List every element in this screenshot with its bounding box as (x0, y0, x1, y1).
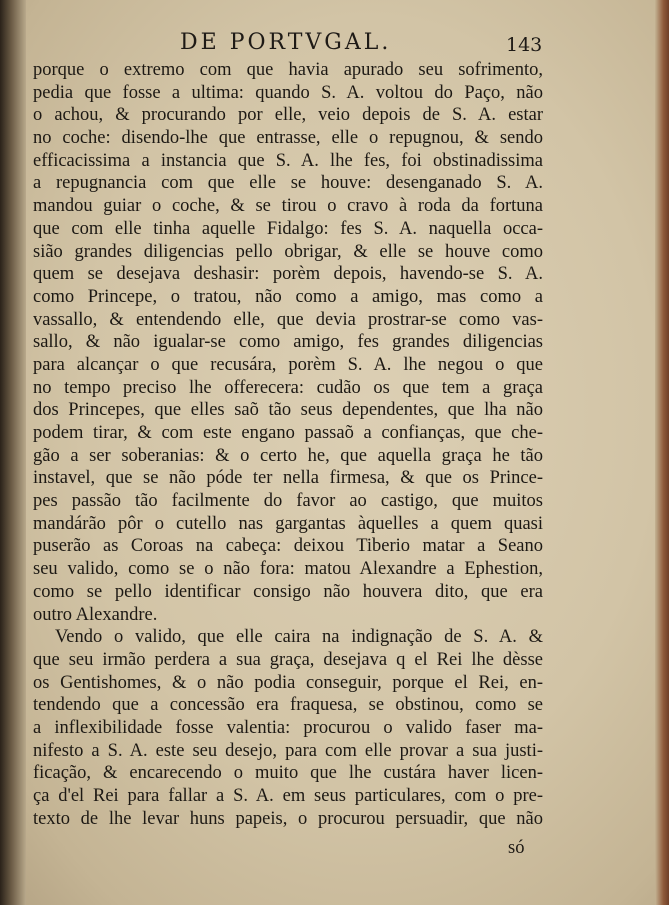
text-line: tendendo que a concessão era fraquesa, se obstinou, como se (33, 695, 543, 716)
text-line: nifesto a S. A. este seu desejo, para com elle provar a sua justi- (33, 740, 543, 761)
text-line: sallo, & não igualar-se como amigo, fes grandes diligencias (33, 332, 543, 353)
text-line: texto de lhe levar huns papeis, o procurou persuadir, que não (33, 808, 543, 829)
paragraph-start-line: Vendo o valido, que elle caira na indignação de S. A. & (55, 627, 543, 648)
text-line: seu valido, como se o não fora: matou Alexandre a Ephestion, (33, 559, 543, 580)
text-line: pes passão tão facilmente do favor ao castigo, que muitos (33, 491, 543, 512)
text-line: ficação, & encarecendo o muito que lhe custára haver licen- (33, 763, 543, 784)
page-number: 143 (506, 34, 543, 56)
body-text (33, 59, 543, 830)
paragraph-end-line: outro Alexandre. (33, 604, 158, 625)
text-line: mandou guiar o coche, & se tirou o cravo à roda da fortuna (33, 196, 543, 217)
running-head: DE PORTVGAL. (180, 30, 392, 55)
text-line: o achou, & procurando por elle, veio depois de S. A. estar (33, 105, 543, 126)
text-line: porque o extremo com que havia apurado seu sofrimento, (33, 60, 543, 80)
text-line: os Gentishomes, & o não podia conseguir, porque el Rei, en- (33, 672, 543, 693)
text-line: instavel, que se não póde ter nella firmesa, & que os Prince- (33, 468, 543, 489)
text-line: a inflexibilidade fosse valentia: procurou o valido faser ma- (33, 717, 543, 738)
text-line: no coche: disendo-lhe que entrasse, elle o repugnou, & sendo (33, 128, 543, 149)
text-line: que seu irmão perdera a sua graça, desejava q el Rei lhe dèsse (33, 649, 543, 670)
catchword: só (508, 838, 525, 858)
page-edge (655, 0, 669, 905)
text-line: vassallo, & entendendo elle, que devia prostrar-se como vas- (33, 309, 543, 330)
text-line: a repugnancia com que elle se houve: desenganado S. A. (33, 173, 543, 194)
text-line: pedia que fosse a ultima: quando S. A. voltou do Paço, não (33, 82, 543, 103)
text-line: puserão as Coroas na cabeça: deixou Tiberio matar a Seano (33, 536, 543, 557)
text-line: dos Princepes, que elles saõ tão seus dependentes, que lha não (33, 400, 543, 421)
text-line: como Princepe, o tratou, não como a amigo, mas como a (33, 286, 543, 307)
text-line: quem se desejava deshasir: porèm depois, havendo-se S. A. (33, 264, 543, 285)
text-line: para alcançar o que recusára, porèm S. A. lhe negou o que (33, 354, 543, 375)
text-line: que com elle tinha aquelle Fidalgo: fes S. A. naquella occa- (33, 218, 543, 239)
text-line: sião grandes diligencias pello obrigar, & elle se houve como (33, 241, 543, 262)
text-line: ça d'el Rei para fallar a S. A. em seus particulares, com o pre- (33, 786, 543, 806)
text-line: podem tirar, & com este engano passaõ a confianças, que che- (33, 423, 543, 443)
text-line: gão a ser soberanias: & o certo he, que aquella graça he tão (33, 445, 543, 466)
text-line: efficacissima a instancia que S. A. lhe fes, foi obstinadissima (33, 150, 543, 171)
text-line: como se pello identificar consigo não houvera dito, que era (33, 581, 543, 602)
binding-gutter (0, 0, 26, 905)
text-line: mandárão pôr o cutello nas gargantas àquelles a quem quasi (33, 513, 543, 534)
text-line: no tempo preciso lhe offerecera: cudão os que tem a graça (33, 377, 543, 398)
